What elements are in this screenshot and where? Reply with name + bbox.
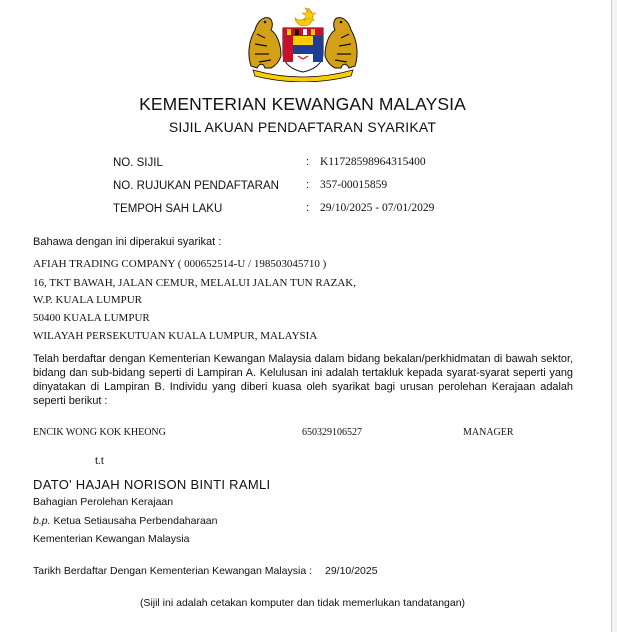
colon: :	[306, 202, 310, 214]
address-line: 16, TKT BAWAH, JALAN CEMUR, MELALUI JALAN TUN RAZAK,	[33, 277, 357, 289]
authorized-id: 650329106527	[302, 427, 362, 438]
page-edge	[611, 0, 617, 632]
ref-no-label: NO. RUJUKAN PENDAFTARAN	[113, 180, 279, 192]
company-name: AFIAH TRADING COMPANY ( 000652514-U / 198503045710 )	[33, 258, 327, 270]
registration-statement: Telah berdaftar dengan Kementerian Kewangan Malaysia dalam bidang bekalan/perkhidmatan di bawah sektor, bidang dan sub-bidang seperti di Lampiran A. Kelulusan ini adalah tertakluk kepada syarat-syarat seperti yang dinyatakan di Lampiran B. Individu yang diberi kuasa oleh syarikat bagi urusan perolehan Kerajaan adalah seperti berikut :	[33, 353, 573, 407]
address-line: W.P. KUALA LUMPUR	[33, 294, 143, 306]
authorized-name: ENCIK WONG KOK KHEONG	[33, 427, 166, 438]
bp-abbrev: b.p.	[33, 515, 51, 527]
intro-text: Bahawa dengan ini diperakui syarikat :	[33, 236, 222, 248]
validity-label: TEMPOH SAH LAKU	[113, 203, 223, 215]
colon: :	[306, 179, 310, 191]
registration-date-label: Tarikh Berdaftar Dengan Kementerian Kewangan Malaysia :	[33, 565, 312, 577]
signatory-for-line: Ketua Setiausaha Perbendaharaan	[53, 515, 218, 527]
footer-note: (Sijil ini adalah cetakan komputer dan tidak memerlukan tandatangan)	[139, 597, 466, 609]
address-line: 50400 KUALA LUMPUR	[33, 312, 150, 324]
validity-value: 29/10/2025 - 07/01/2029	[320, 202, 435, 214]
signatory-for	[33, 515, 218, 527]
signature-tt: t.t	[95, 455, 104, 467]
authorized-position: MANAGER	[463, 427, 514, 438]
signatory-dept: Bahagian Perolehan Kerajaan	[33, 496, 174, 508]
registration-date: 29/10/2025	[325, 565, 378, 577]
cert-no-label: NO. SIJIL	[113, 157, 163, 169]
signatory-ministry: Kementerian Kewangan Malaysia	[33, 533, 190, 545]
signatory-name: DATO' HAJAH NORISON BINTI RAMLI	[33, 477, 271, 492]
colon: :	[306, 156, 310, 168]
cert-no-value: K11728598964315400	[320, 156, 426, 168]
malaysia-coat-of-arms-icon	[243, 4, 363, 82]
ref-no-value: 357-00015859	[320, 179, 388, 191]
address-line: WILAYAH PERSEKUTUAN KUALA LUMPUR, MALAYSIA	[33, 330, 318, 342]
certificate-title: SIJIL AKUAN PENDAFTARAN SYARIKAT	[168, 119, 437, 135]
ministry-title: KEMENTERIAN KEWANGAN MALAYSIA	[139, 94, 466, 114]
